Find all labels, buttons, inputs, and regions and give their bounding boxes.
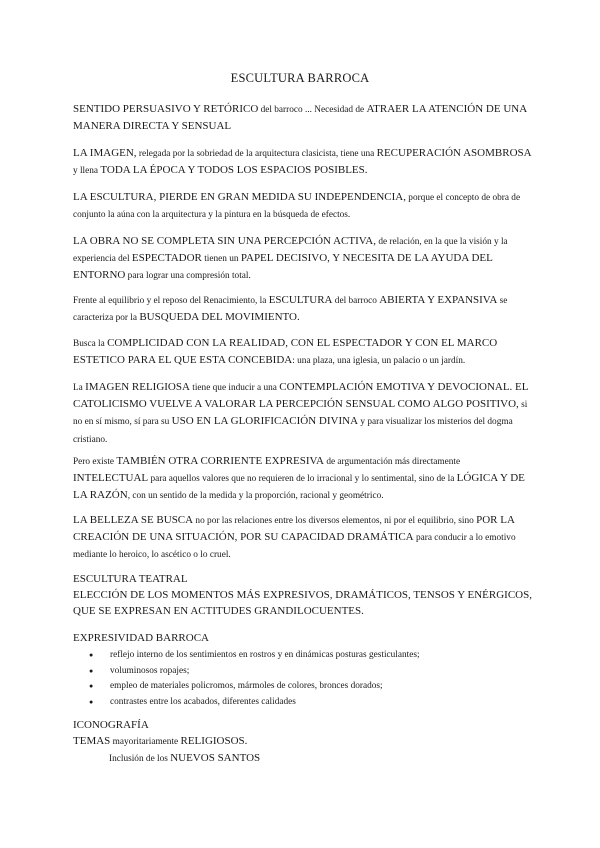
bullet-list <box>73 648 533 710</box>
paragraph-4: LA OBRA NO SE COMPLETA SIN UNA PERCEPCIÓN ACTIVA, de relación, en la que la visión y la experiencia del ESPECTADOR tienen un PAPEL DECISIVO, Y NECESITA DE LA AYUDA DEL ENTORNO para lograr una compresión total. <box>73 235 508 282</box>
list-item: ● contrastes entre los acabados, diferentes calidades <box>73 695 533 711</box>
paragraph-5: Frente al equilibrio y el reposo del Renacimiento, la ESCULTURA del barroco ABIERTA Y EXPANSIVA se caracteriza por la BUSQUEDA DEL MOVIMIENTO. <box>73 294 508 324</box>
section-text: ELECCIÓN DE LOS MOMENTOS MÁS EXPRESIVOS, DRAMÁTICOS, TENSOS Y ENÉRGICOS, QUE SE EXPRESAN EN ACTITUDES GRANDILOCUENTES. <box>73 589 532 618</box>
paragraph-9: LA BELLEZA SE BUSCA no por las relaciones entre los diversos elementos, ni por el equilibrio, sino POR LA CREACIÓN DE UNA SITUACIÓN, POR SU CAPACIDAD DRAMÁTICA para conducir a lo emotivo mediante lo heroico, lo ascético o lo cruel. <box>73 514 516 561</box>
paragraph-8: Pero existe TAMBIÉN OTRA CORRIENTE EXPRESIVA de argumentación más directamente INTELECTUAL para aquellos valores que no requieren de lo irracional y lo sentimental, sino de la LÓGICA Y DE LA RAZÓN, con un sentido de la medida y la proporción, racional y geométrico. <box>73 455 525 502</box>
paragraph-3: LA ESCULTURA, PIERDE EN GRAN MEDIDA SU INDEPENDENCIA, porque el concepto de obra de conjunto la aúna con la arquitectura y la pintura en la búsqueda de efectos. <box>73 191 521 221</box>
section-iconografia <box>73 717 533 768</box>
paragraph-6: Busca la COMPLICIDAD CON LA REALIDAD, CON EL ESPECTADOR Y CON EL MARCO ESTETICO PARA EL QUE ESTA CONCEBIDA: una plaza, una iglesia, un palacio o un jardín. <box>73 337 498 367</box>
section-heading: ESCULTURA TEATRAL <box>73 573 188 585</box>
list-item: ● reflejo interno de los sentimientos en rostros y en dinámicas posturas gesticulantes; <box>73 648 533 664</box>
list-item: ● empleo de materiales policromos, mármoles de colores, bronces dorados; <box>73 679 533 695</box>
document-title: ESCULTURA BARROCA <box>230 71 370 85</box>
inclusion-line: Inclusión de los NUEVOS SANTOS <box>109 752 261 765</box>
paragraph-2: LA IMAGEN, relegada por la sobriedad de la arquitectura clasicista, tiene una RECUPERACIÓN ASOMBROSA y llena TODA LA ÉPOCA Y TODOS LOS ESPACIOS POSIBLES. <box>73 147 532 177</box>
paragraph-1: SENTIDO PERSUASIVO Y RETÓRICO del barroco ... Necesidad de ATRAER LA ATENCIÓN DE UNA MANERA DIRECTA Y SENSUAL <box>73 103 527 133</box>
list-item: ● voluminosos ropajes; <box>73 664 533 680</box>
paragraph-7: La IMAGEN RELIGIOSA tiene que inducir a una CONTEMPLACIÓN EMOTIVA Y DEVOCIONAL. EL CATOLICISMO VUELVE A VALORAR LA PERCEPCIÓN SENSUAL COMO ALGO POSITIVO, si no en sí mismo, sí para su USO EN LA GLORIFICACIÓN DIVINA y para visualizar los misterios del dogma cristiano. <box>73 381 529 445</box>
section-heading: ICONOGRAFÍA <box>73 719 149 731</box>
section-escultura-teatral <box>73 571 533 620</box>
section-heading: EXPRESIVIDAD BARROCA <box>73 632 209 644</box>
temas-line: TEMAS mayoritariamente RELIGIOSOS. <box>73 735 248 748</box>
section-expresividad-barroca <box>73 630 533 711</box>
